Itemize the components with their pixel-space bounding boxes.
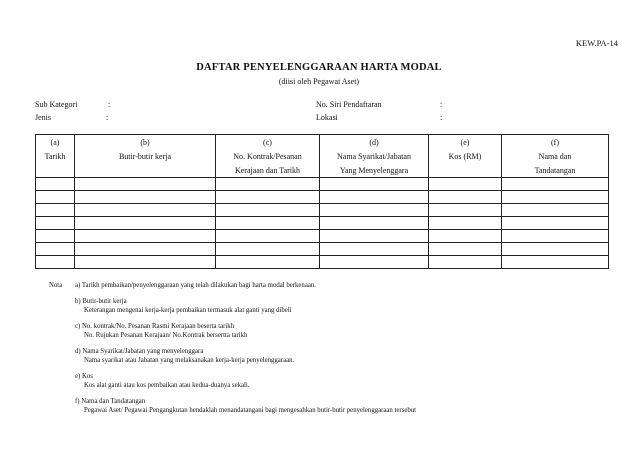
table-cell: [429, 217, 502, 230]
table-cell: [75, 230, 216, 243]
table-cell: [502, 256, 609, 269]
col-d-header-line1: Nama Syarikat/Jabatan: [320, 149, 429, 163]
lokasi-colon: :: [440, 113, 443, 122]
table-cell: [216, 204, 320, 217]
table-row: [36, 256, 609, 269]
table-row: [36, 204, 609, 217]
table-row: [36, 178, 609, 191]
table-cell: [320, 243, 429, 256]
col-f-header-line1: Nama dan: [502, 149, 609, 163]
table-row: [36, 191, 609, 204]
col-b-header-line2: [75, 163, 216, 178]
lokasi-label: Lokasi: [316, 113, 338, 122]
col-c-code: (c): [216, 135, 320, 150]
no-siri-label: No. Siri Pendaftaran: [316, 100, 382, 109]
col-f-header-line2: Tandatangan: [502, 163, 609, 178]
table-cell: [502, 230, 609, 243]
table-cell: [75, 243, 216, 256]
table-cell: [320, 191, 429, 204]
table-cell: [216, 243, 320, 256]
table-cell: [36, 217, 75, 230]
table-cell: [502, 217, 609, 230]
col-a-header-line2: [36, 163, 75, 178]
table-cell: [502, 178, 609, 191]
note-c-text: No. Rujukan Pesanan Kerajaan/ No.Kontrak bersertta tarikh: [84, 332, 248, 340]
table-cell: [429, 178, 502, 191]
note-f-title: f) Nama dan Tandatangan: [75, 398, 146, 406]
form-subtitle: (diisi oleh Pegawai Aset): [278, 77, 360, 86]
note-b-title: b) Butir-butir kerja: [75, 297, 127, 305]
table-cell: [36, 243, 75, 256]
note-e-text: Kos alat ganti atau kos pembaikan atau kedua-duanya sekali.: [84, 382, 250, 390]
col-e-header-line2: [429, 163, 502, 178]
table-body: [36, 178, 609, 269]
col-d-header-line2: Yang Menyelenggara: [320, 163, 429, 178]
form-title: DAFTAR PENYELENGGARAAN HARTA MODAL: [196, 62, 442, 73]
col-f-code: (f): [502, 135, 609, 150]
note-b-text: Keterangan mengenai kerja-kerja pembaikan termasuk alat ganti yang dibeli: [84, 307, 292, 315]
table-cell: [216, 230, 320, 243]
notes-label: Nota: [49, 282, 63, 289]
table-cell: [320, 178, 429, 191]
note-d-title: d) Nama Syarikat/Jabatan yang menyelenggara: [75, 347, 204, 355]
notes-section: [49, 281, 609, 416]
table-cell: [502, 204, 609, 217]
table-row: [36, 243, 609, 256]
maintenance-table: [35, 134, 609, 269]
form-reference: KEW.PA-14: [575, 38, 618, 48]
table-cell: [216, 191, 320, 204]
table-cell: [216, 178, 320, 191]
no-siri-colon: :: [440, 100, 443, 109]
table-cell: [36, 191, 75, 204]
table-cell: [429, 204, 502, 217]
table-cell: [216, 217, 320, 230]
table-cell: [75, 256, 216, 269]
table-cell: [502, 191, 609, 204]
table-cell: [320, 204, 429, 217]
table-cell: [75, 204, 216, 217]
note-d-text: Nama syarikat atau Jabatan yang melaksanakan kerja-kerja penyelenggaraan.: [84, 357, 295, 365]
col-a-header: Tarikh: [36, 149, 75, 163]
table-row: [36, 230, 609, 243]
jenis-colon: :: [106, 113, 109, 122]
table-cell: [36, 178, 75, 191]
note-a: a) Tarikh pembaikan/penyelenggaraan yang telah dilakukan bagi harta modal berkenaan.: [75, 282, 316, 289]
table-cell: [320, 217, 429, 230]
col-b-header: Butir-butir kerja: [75, 149, 216, 163]
note-e-title: e) Kos: [75, 373, 93, 381]
col-b-code: (b): [75, 135, 216, 150]
table-cell: [502, 243, 609, 256]
table-cell: [429, 191, 502, 204]
table-cell: [75, 217, 216, 230]
col-d-code: (d): [320, 135, 429, 150]
col-e-header: Kos (RM): [429, 149, 502, 163]
col-a-code: (a): [36, 135, 75, 150]
note-c-title: c) No. kontrak/No. Pesanan Rasmi Kerajaan beserta tarikh: [75, 322, 235, 330]
table-cell: [320, 256, 429, 269]
table-cell: [429, 256, 502, 269]
column-code-row: [36, 135, 609, 150]
note-f-text: Pegawai Aset/ Pegawai Pengangkutan hendaklah menandatangani bagi mengesahkan butir-butir penyelenggaraan tersebut: [84, 407, 417, 415]
sub-kategori-colon: :: [108, 100, 111, 109]
col-c-header-line2: Kerajaan dan Tarikh: [216, 163, 320, 178]
table-row: [36, 217, 609, 230]
col-e-code: (e): [429, 135, 502, 150]
column-header-row-2: [36, 163, 609, 178]
table-cell: [320, 230, 429, 243]
column-header-row-1: [36, 149, 609, 163]
table-cell: [75, 178, 216, 191]
table-cell: [429, 230, 502, 243]
sub-kategori-label: Sub Kategori: [35, 100, 78, 109]
jenis-label: Jenis: [35, 113, 51, 122]
table-cell: [75, 191, 216, 204]
table-cell: [216, 256, 320, 269]
table-cell: [36, 256, 75, 269]
table-cell: [36, 230, 75, 243]
table-cell: [429, 243, 502, 256]
col-c-header-line1: No. Kontrak/Pesanan: [216, 149, 320, 163]
table-cell: [36, 204, 75, 217]
